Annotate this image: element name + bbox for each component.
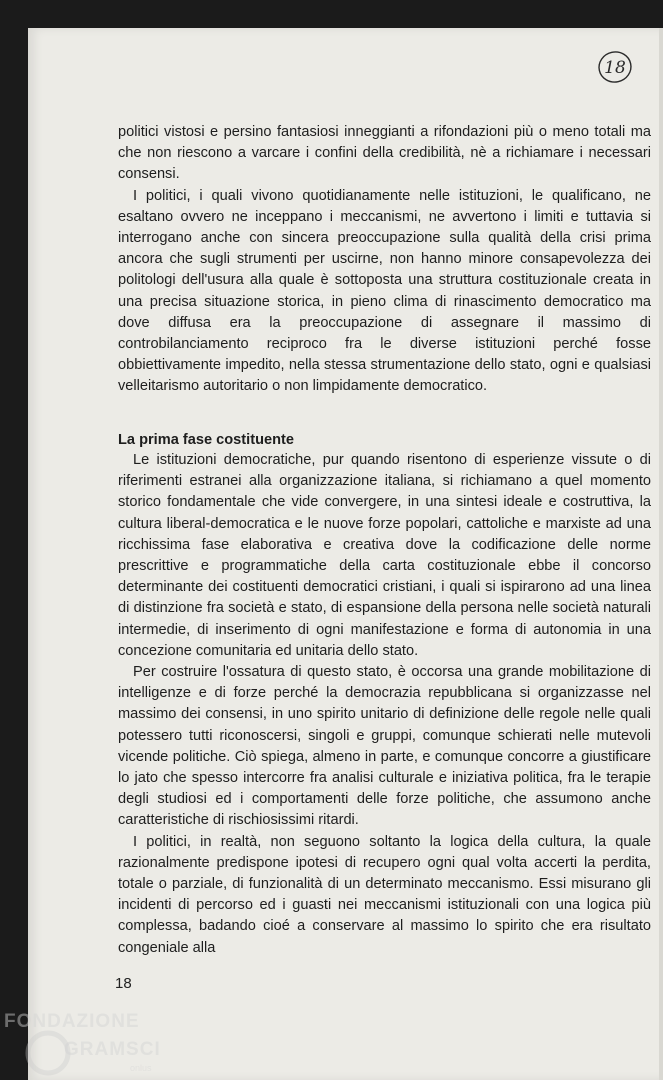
paragraph: I politici, in realtà, non seguono soltanto la logica della cultura, la quale razionalmente predispone ipotesi di recupero ogni qual volta accerti la perdita, totale o parziale, di funzionalità di un determinato meccanismo. Essi misurano gli incidenti di percorso ed i guasti nei meccanismi istituzionali con una logica più complessa, badando cioé a conservare al massimo lo spirito che era risultato congeniale alla [118, 833, 651, 956]
handwritten-page-number [596, 48, 634, 86]
paragraph: Le istituzioni democratiche, pur quando risentono di esperienze vissute o di riferimenti estranei alla organizzazione italiana, si richiamano a quel momento storico fondamentale che vide convergere, in una sintesi ideale e costruttiva, la cultura liberal-democratica e le nuove forze popolari, cattoliche e marxiste ad una ricchissima fase elaborativa e creativa dove la codificazione delle norme prescrittive e programmatiche della carta costituzionale ebbe il concorso determinante dei costituenti democratici cristiani, i quali si ispirarono ad una linea di distinzione fra società e stato, di espansione della persona nelle società naturali intermedie, di inserimento di ogni manifestazione e forma di autonomia in una concezione comunitaria ed unitaria dello stato. [118, 452, 651, 659]
paragraph: Per costruire l'ossatura di questo stato, è occorsa una grande mobilitazione di intelligenze e di forze perché la democrazia repubblicana si organizzasse nel massimo dei consensi, in uno spirito unitario di definizione delle regole nelle quali potessero tutti riconoscersi, singoli e gruppi, comunque schierati nelle mutevoli vicende politiche. Ciò spiega, almeno in parte, e comunque concorre a giustificare lo jato che spesso intercorre fra analisi culturale e iniziativa politica, fra le terapie degli studiosi ed i comportamenti delle forze politiche, che assumono anche caratteristiche di rischiosissimi ritardi. [118, 664, 651, 829]
fondazione-gramsci-watermark [0, 1005, 170, 1080]
svg-text:GRAMSCI: GRAMSCI [64, 1039, 161, 1060]
paragraph: politici vistosi e persino fantasiosi inneggianti a rifondazioni più o meno totali ma che non riescono a varcare i confini della credibilità, nè a richiamare i necessari consensi. [118, 124, 651, 183]
body-text-top [118, 122, 651, 398]
paragraph: I politici, i quali vivono quotidianamente nelle istituzioni, le qualificano, ne esaltano ovvero ne inceppano i meccanismi, ne avvertono i limiti e tuttavia si interrogano anche con sincera preoccupazione sulla qualità della crisi prima ancora che sugli strumenti per uscirne, non hanno minore consapevolezza dei politologi dell'usura alla quale è sottoposta una struttura costituzionale creata in una precisa situazione storica, in pieno clima di rinascimento democratico ma dove diffusa era la preoccupazione di assegnare il massimo di controbilanciamento reciproco fra le diverse istituzioni perché fosse obbiettivamente impedito, nella stessa strumentazione dello stato, ogni e qualsiasi velleitarismo autoritario o non limpidamente democratico. [118, 187, 651, 395]
section-heading: La prima fase costituente [118, 432, 294, 448]
page-edge [659, 28, 663, 1080]
svg-text:18: 18 [604, 58, 626, 78]
body-text-bottom [118, 450, 651, 959]
svg-text:FONDAZIONE: FONDAZIONE [4, 1011, 140, 1032]
page-number: 18 [115, 975, 132, 992]
svg-text:onlus: onlus [130, 1063, 152, 1073]
